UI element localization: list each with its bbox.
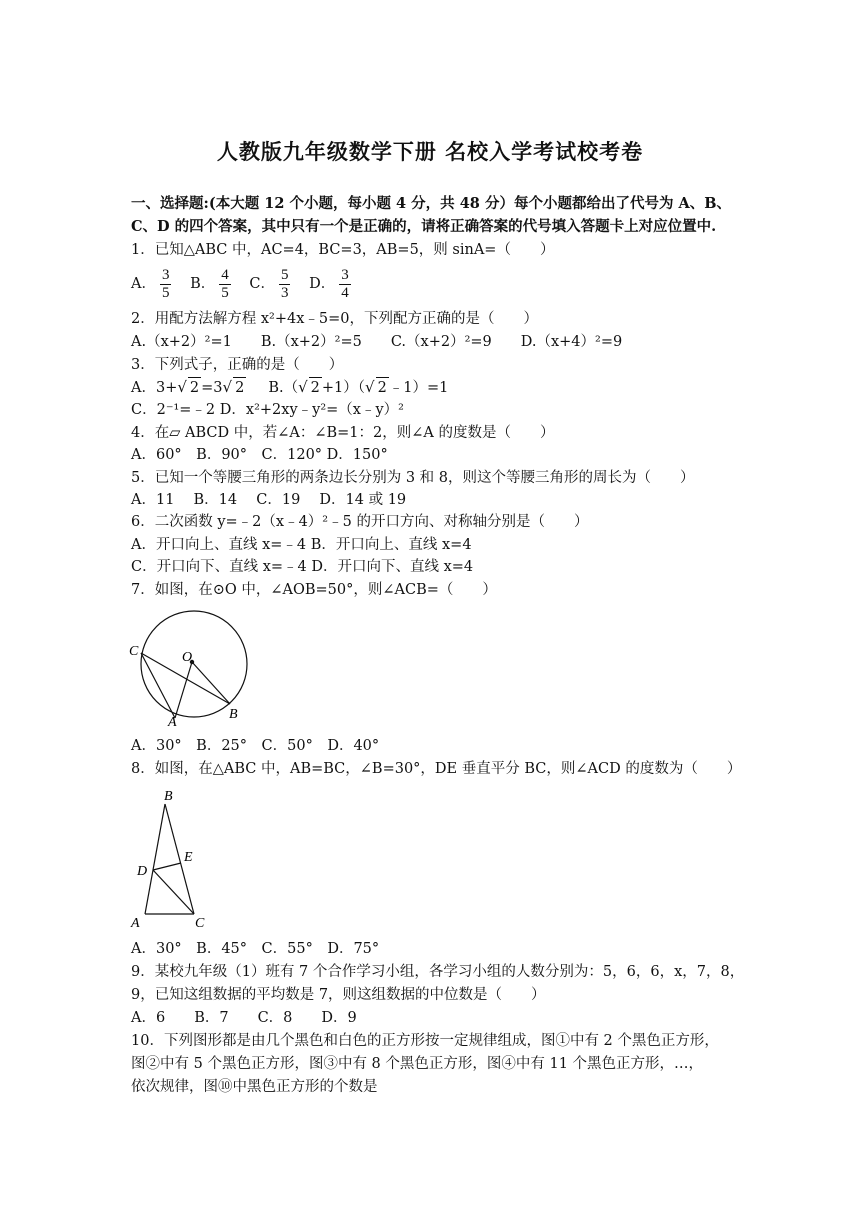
q9-line2: 9，已知这组数据的平均数是 7，则这组数据的中位数是（ ） — [131, 987, 546, 1003]
q10-line2: 图②中有 5 个黑色正方形，图③中有 8 个黑色正方形，图④中有 11 个黑色正方形，…， — [131, 1056, 704, 1072]
q1-d-denominator: 4 — [341, 284, 349, 301]
q7-stem: 7．如图，在⊙O 中，∠AOB=50°，则∠ACB=（ ） — [131, 582, 497, 598]
q1-option-a-label: A． — [131, 276, 156, 292]
q10-line3: 依次规律，图⑩中黑色正方形的个数是 — [131, 1079, 378, 1095]
q7-circle-figure — [128, 603, 250, 728]
label-d: D — [137, 864, 148, 879]
q8-options: A．30° B．45° C．55° D．75° — [131, 941, 380, 957]
page-title: 人教版九年级数学下册 名校入学考试校考卷 — [216, 139, 644, 164]
segment-ob — [192, 662, 230, 704]
q1-options — [131, 266, 365, 302]
q1-stem: 1．已知△ABC 中，AC=4，BC=3，AB=5，则 sinA=（ ） — [131, 242, 555, 258]
q1-c-numerator: 5 — [280, 266, 289, 283]
sqrt-symbol: √ — [365, 378, 375, 396]
q1-option-b-label: B． — [190, 276, 216, 292]
label-a: A — [131, 916, 140, 931]
q3-option-b-label: B.（ — [268, 380, 299, 396]
q8-triangle-figure — [128, 784, 212, 932]
label-c: C — [195, 916, 205, 931]
q3-option-a-label: A．3+ — [131, 380, 178, 396]
sqrt-symbol: √ — [177, 378, 187, 396]
q1-c-denominator: 3 — [280, 284, 289, 301]
q4-stem: 4．在▱ ABCD 中，若∠A：∠B=1：2，则∠A 的度数是（ ） — [131, 425, 555, 441]
q3-option-a-mid: =3 — [201, 380, 223, 396]
label-b: B — [229, 707, 238, 722]
q6-options-cd: C．开口向下、直线 x=﹣4 D．开口向下、直线 x=4 — [131, 559, 474, 575]
q3-b-radicand-1: 2 — [309, 377, 322, 398]
q1-option-c-fraction — [279, 267, 291, 302]
q10-line1: 10．下列图形都是由几个黑色和白色的正方形按一定规律组成，图①中有 2 个黑色正方形， — [131, 1033, 719, 1049]
q3-option-b-mid: +1）（ — [321, 380, 366, 396]
q3-a-radicand-2: 2 — [233, 377, 246, 398]
q5-options: A．11 B．14 C．19 D．14 或 19 — [131, 492, 407, 508]
q1-option-b-fraction — [219, 267, 231, 302]
section-header-line2: C、D 的四个答案，其中只有一个是正确的，请将正确答案的代号填入答题卡上对应位置中. — [131, 218, 717, 235]
q6-options-ab: A．开口向上、直线 x=﹣4 B．开口向上、直线 x=4 — [131, 537, 472, 553]
q1-b-numerator: 4 — [221, 266, 229, 283]
q1-option-c-label: C． — [249, 276, 275, 292]
segment-oa — [175, 662, 192, 718]
q1-option-d-fraction — [339, 267, 351, 302]
q3-a-radicand-1: 2 — [188, 377, 201, 398]
sqrt-symbol: √ — [298, 378, 308, 396]
segment-ba — [145, 804, 165, 914]
q5-stem: 5．已知一个等腰三角形的两条边长分别为 3 和 8，则这个等腰三角形的周长为（ ） — [131, 470, 695, 486]
q7-options: A．30° B．25° C．50° D．40° — [131, 738, 380, 754]
q3-option-b-end: ﹣1）=1 — [388, 380, 449, 396]
q1-d-numerator: 3 — [341, 266, 349, 283]
q3-options-ab — [131, 377, 448, 398]
segment-de — [153, 863, 181, 870]
q1-option-a-fraction — [160, 267, 172, 302]
label-b: B — [164, 789, 173, 804]
q1-b-denominator: 5 — [221, 284, 229, 301]
label-c: C — [129, 644, 139, 659]
q9-line1: 9．某校九年级（1）班有 7 个合作学习小组，各学习小组的人数分别为：5，6，6，x，7，8， — [131, 964, 745, 980]
label-o: O — [182, 650, 193, 665]
section-header-line1: 一、选择题:(本大题 12 个小题，每小题 4 分，共 48 分）每个小题都给出了代号为 A、B、 — [131, 195, 731, 212]
q3-b-radicand-2: 2 — [376, 377, 389, 398]
label-a: A — [168, 715, 177, 728]
q1-a-denominator: 5 — [161, 284, 170, 301]
q1-option-d-label: D． — [309, 276, 336, 292]
q3-stem: 3．下列式子，正确的是（ ） — [131, 357, 344, 373]
q4-options: A．60° B．90° C．120° D．150° — [131, 447, 388, 463]
q8-stem: 8．如图，在△ABC 中，AB=BC，∠B=30°，DE 垂直平分 BC，则∠ACD 的度数为（ ） — [131, 761, 742, 777]
sqrt-symbol: √ — [222, 378, 233, 396]
q9-options: A．6 B．7 C．8 D．9 — [131, 1010, 357, 1026]
q1-a-numerator: 3 — [161, 266, 170, 283]
q6-stem: 6．二次函数 y=﹣2（x﹣4）²﹣5 的开口方向、对称轴分别是（ ） — [131, 514, 589, 530]
q2-options: A.（x+2）²=1 B.（x+2）²=5 C.（x+2）²=9 D.（x+4）²=9 — [131, 334, 623, 350]
q2-stem: 2．用配方法解方程 x²+4x﹣5=0，下列配方正确的是（ ） — [131, 311, 538, 327]
label-e: E — [184, 850, 193, 865]
q3-options-cd: C．2⁻¹=﹣2 D．x²+2xy﹣y²=（x﹣y）² — [131, 402, 404, 418]
